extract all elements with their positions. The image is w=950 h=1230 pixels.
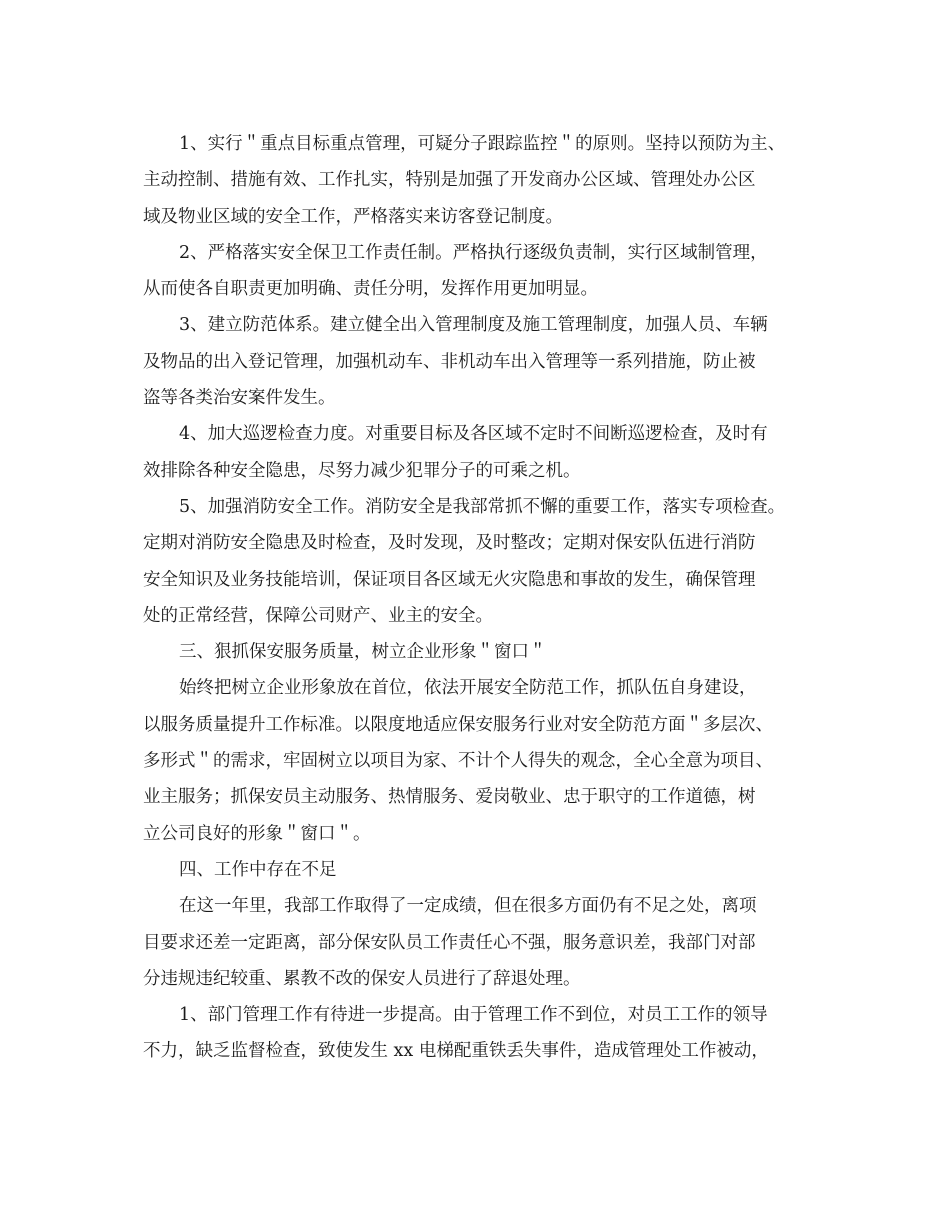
text-line: 1、实行＂重点目标重点管理，可疑分子跟踪监控＂的原则。坚持以预防为主、 bbox=[179, 134, 786, 154]
paragraph-2 bbox=[143, 235, 823, 308]
heading-line: 四、工作中存在不足 bbox=[179, 859, 337, 880]
paragraph-3 bbox=[143, 307, 823, 416]
text-line: 立公司良好的形象＂窗口＂。 bbox=[143, 823, 371, 844]
text-line: 目要求还差一定距离，部分保安队员工作责任心不强，服务意识差，我部门对部 bbox=[143, 932, 756, 953]
text-line: 处的正常经营，保障公司财产、业主的安全。 bbox=[143, 605, 493, 626]
text-line: 3、建立防范体系。建立健全出入管理制度及施工管理制度，加强人员、车辆 bbox=[179, 315, 768, 336]
text-line: 1、部门管理工作有待进一步提高。由于管理工作不到位，对员工工作的领导 bbox=[179, 1005, 768, 1026]
paragraph-1 bbox=[143, 126, 823, 235]
text-line: 多形式＂的需求，牢固树立以项目为家、不计个人得失的观念，全心全意为项目、 bbox=[143, 751, 773, 772]
text-line: 定期对消防安全隐患及时检查，及时发现，及时整改；定期对保安队伍进行消防 bbox=[143, 533, 756, 554]
text-line: 及物品的出入登记管理，加强机动车、非机动车出入管理等一系列措施，防止被 bbox=[143, 351, 756, 372]
text-line: 业主服务；抓保安员主动服务、热情服务、爱岗敬业、忠于职守的工作道德，树 bbox=[143, 787, 756, 808]
text-line: 从而使各自职责更加明确、责任分明，发挥作用更加明显。 bbox=[143, 279, 598, 300]
text-line: 盗等各类治安案件发生。 bbox=[143, 388, 336, 409]
paragraph-5 bbox=[143, 489, 823, 634]
text-line: 分违规违纪较重、累教不改的保安人员进行了辞退处理。 bbox=[143, 968, 581, 989]
text-line: 效排除各种安全隐患，尽努力减少犯罪分子的可乘之机。 bbox=[143, 460, 581, 481]
text-line: 不力，缺乏监督检查，致使发生 xx 电梯配重铁丢失事件，造成管理处工作被动， bbox=[143, 1041, 769, 1062]
text-line: 主动控制、措施有效、工作扎实，特别是加强了开发商办公区域、管理处办公区 bbox=[143, 170, 756, 191]
text-line: 2、严格落实安全保卫工作责任制。严格执行逐级负责制，实行区域制管理， bbox=[179, 242, 768, 263]
paragraph-6 bbox=[143, 670, 823, 851]
document-body bbox=[143, 126, 823, 1070]
text-line: 始终把树立企业形象放在首位，依法开展安全防范工作，抓队伍自身建设， bbox=[179, 678, 757, 699]
text-line: 安全知识及业务技能培训，保证项目各区域无火灾隐患和事故的发生，确保管理 bbox=[143, 569, 756, 590]
heading-line: 三、狠抓保安服务质量，树立企业形象＂窗口＂ bbox=[179, 642, 547, 663]
text-line: 4、加大巡逻检查力度。对重要目标及各区域不定时不间断巡逻检查，及时有 bbox=[179, 424, 768, 445]
section-heading-4 bbox=[143, 852, 823, 888]
section-heading-3 bbox=[143, 634, 823, 670]
paragraph-8 bbox=[143, 997, 823, 1070]
paragraph-7 bbox=[143, 888, 823, 997]
text-line: 域及物业区域的安全工作，严格落实来访客登记制度。 bbox=[143, 206, 563, 227]
text-line: 以服务质量提升工作标准。以限度地适应保安服务行业对安全防范方面＂多层次、 bbox=[143, 714, 773, 735]
text-line: 5、加强消防安全工作。消防安全是我部常抓不懈的重要工作，落实专项检查。 bbox=[179, 496, 786, 517]
text-line: 在这一年里，我部工作取得了一定成绩，但在很多方面仍有不足之处，离项 bbox=[179, 896, 757, 917]
paragraph-4 bbox=[143, 416, 823, 489]
